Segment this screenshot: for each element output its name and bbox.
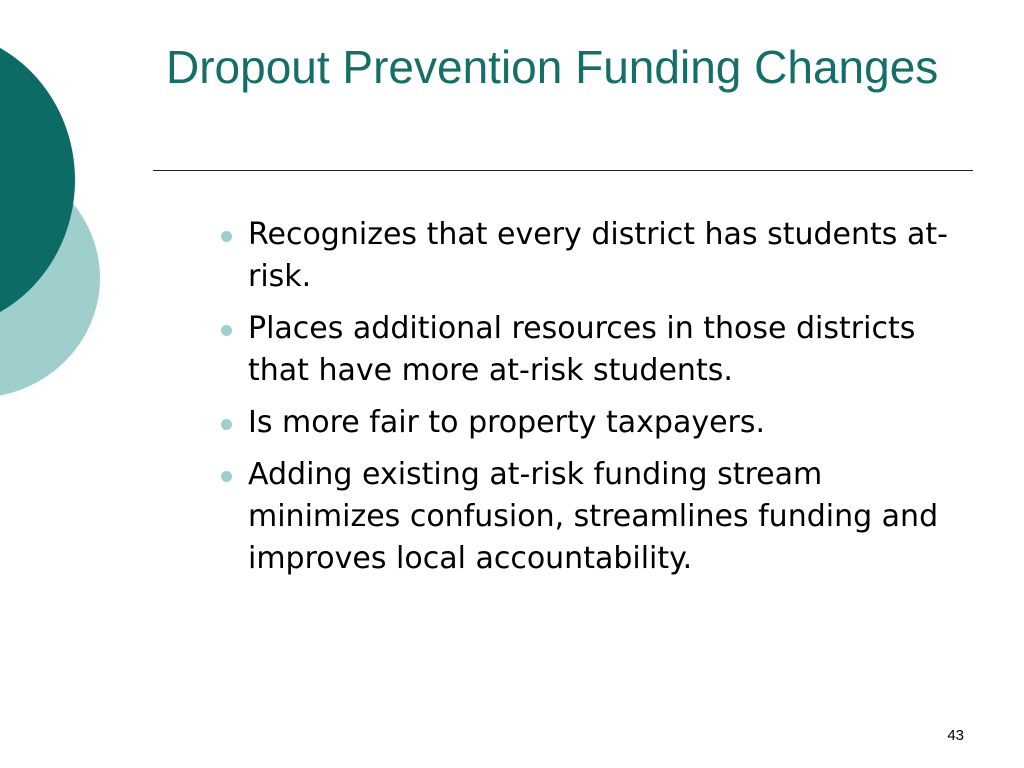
bullet-item — [216, 454, 956, 580]
bullet-item — [216, 214, 956, 298]
bullet-text: Is more fair to property taxpayers. — [248, 405, 766, 440]
bullet-text: Places additional resources in those districts that have more at-risk students. — [248, 311, 916, 388]
page-number: 43 — [947, 727, 964, 744]
bullet-dot-icon — [221, 471, 232, 482]
bullet-list — [216, 214, 956, 590]
bullet-item — [216, 402, 956, 444]
bullet-text: Adding existing at-risk funding stream minimizes confusion, streamlines funding and improves local accountability. — [248, 457, 939, 576]
bullet-dot-icon — [221, 231, 232, 242]
bullet-item — [216, 308, 956, 392]
title-divider — [153, 170, 973, 171]
bullet-dot-icon — [221, 325, 232, 336]
bullet-dot-icon — [221, 419, 232, 430]
bullet-text: Recognizes that every district has students at-risk. — [248, 217, 948, 294]
slide-title: Dropout Prevention Funding Changes — [166, 41, 939, 93]
